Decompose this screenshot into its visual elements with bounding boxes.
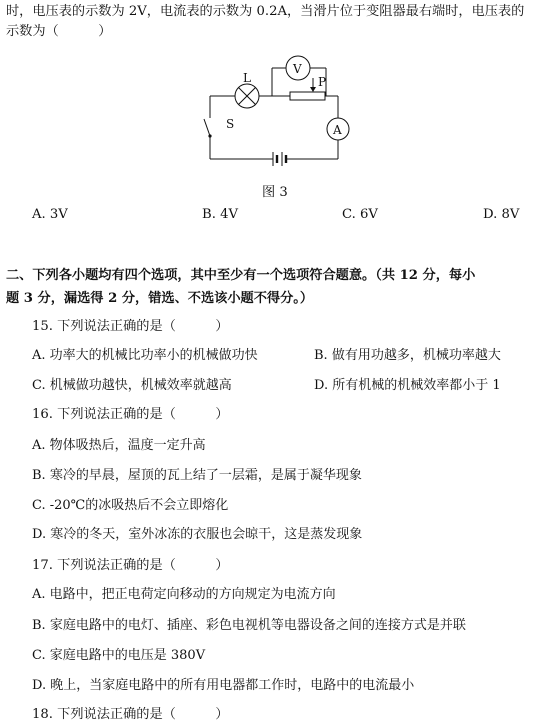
question-15-stem: 15. 下列说法正确的是（ ）: [32, 319, 229, 334]
q17-option-a: A. 电路中，把正电荷定向移动的方向规定为电流方向: [32, 587, 336, 602]
q14-option-c: C. 6V: [342, 207, 378, 222]
q15-option-b: B. 做有用功越多，机械功率越大: [314, 348, 501, 363]
q15-option-a: A. 功率大的机械比功率小的机械做功快: [32, 348, 258, 363]
voltmeter-label: V: [293, 62, 302, 76]
question-16-stem: 16. 下列说法正确的是（ ）: [32, 407, 229, 422]
switch-symbol: [204, 119, 212, 138]
q15-option-c: C. 机械做功越快，机械效率就越高: [32, 378, 232, 393]
q17-option-d: D. 晚上，当家庭电路中的所有用电器都工作时，电路中的电流最小: [32, 678, 415, 693]
q14-option-a: A. 3V: [32, 207, 68, 222]
lamp-label: L: [243, 71, 251, 85]
q16-option-b: B. 寒冷的早晨，屋顶的瓦上结了一层霜，是属于凝华现象: [32, 468, 362, 483]
section2-heading-line-1: 二、下列各小题均有四个选项，其中至少有一个选项符合题意。（共 12 分，每小: [6, 268, 476, 283]
q17-option-c: C. 家庭电路中的电压是 380V: [32, 648, 206, 663]
q17-option-b: B. 家庭电路中的电灯、插座、彩色电视机等电器设备之间的连接方式是并联: [32, 618, 466, 633]
q14-option-b: B. 4V: [202, 207, 238, 222]
q14-option-d: D. 8V: [483, 207, 520, 222]
q15-option-d: D. 所有机械的机械效率都小于 1: [314, 378, 501, 393]
intro-line-2: 示数为（ ）: [6, 24, 112, 39]
intro-line-1: 时，电压表的示数为 2V，电流表的示数为 0.2A，当滑片位于变阻器最右端时，电压表的: [6, 4, 525, 19]
circuit-diagram: [200, 52, 360, 172]
lamp-symbol: [235, 84, 259, 108]
battery-symbol: [273, 152, 286, 166]
ammeter-label: A: [333, 123, 342, 137]
figure-caption: 图 3: [262, 185, 288, 200]
question-17-stem: 17. 下列说法正确的是（ ）: [32, 558, 229, 573]
slider-label: P: [318, 75, 327, 89]
question-18-stem: 18. 下列说法正确的是（ ）: [32, 707, 229, 722]
q16-option-a: A. 物体吸热后，温度一定升高: [32, 438, 206, 453]
q16-option-d: D. 寒冷的冬天，室外冰冻的衣服也会晾干，这是蒸发现象: [32, 527, 363, 542]
q16-option-c: C. -20℃的冰吸热后不会立即熔化: [32, 498, 229, 513]
section2-heading-line-2: 题 3 分，漏选得 2 分，错选、不选该小题不得分。）: [6, 291, 314, 306]
switch-label: S: [226, 117, 235, 131]
